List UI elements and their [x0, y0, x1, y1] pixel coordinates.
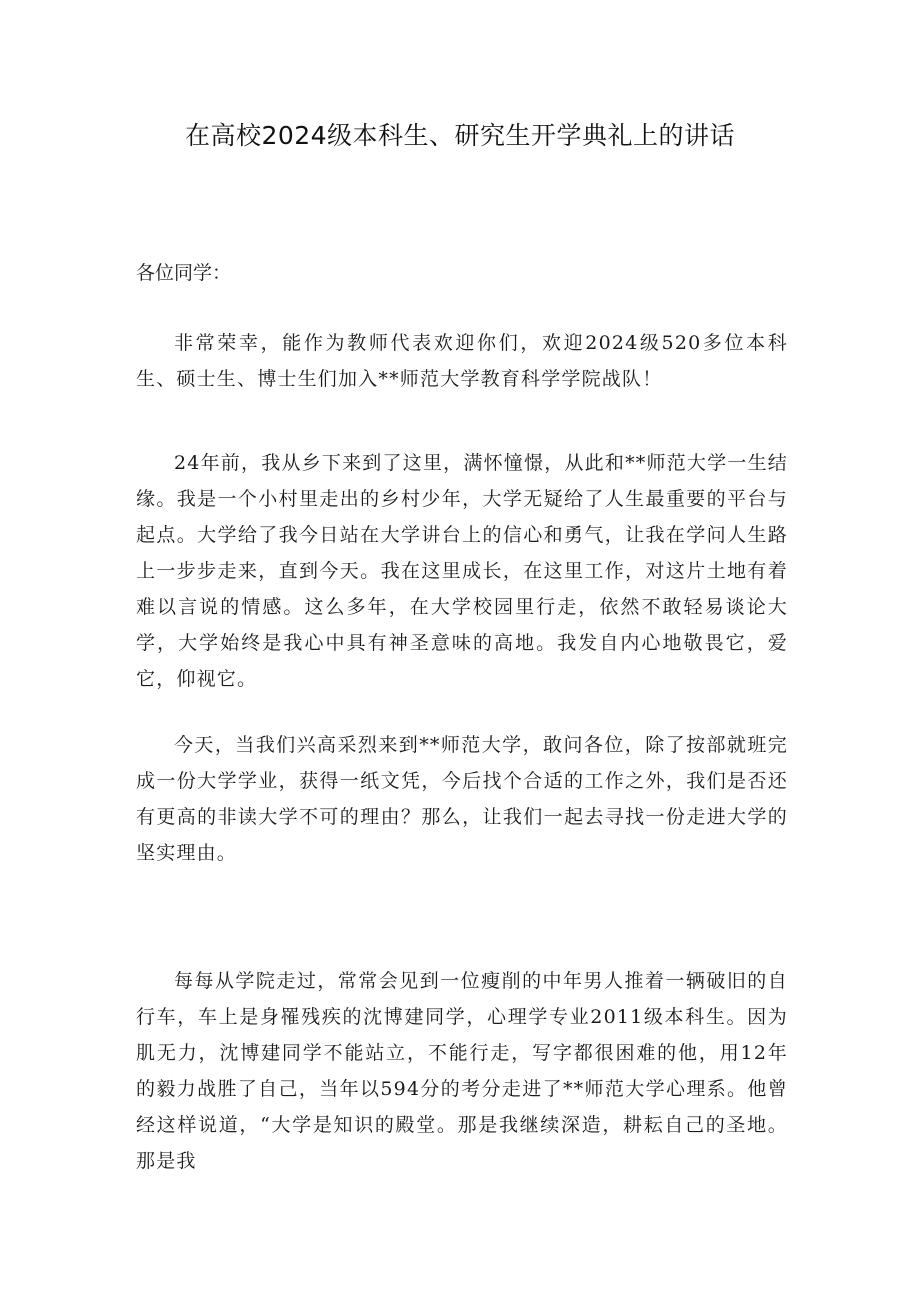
paragraph-student-story: 每每从学院走过，常常会见到一位瘦削的中年男人推着一辆破旧的自行车，车上是身罹残疾的沈博建同学，心理学专业2011级本科生。因为肌无力，沈博建同学不能站立，不能行走，写字都很困难的他，用12年的毅力战胜了自己，当年以594分的考分走进了**师范大学心理系。他曾经这样说道，“大学是知识的殿堂。那是我继续深造，耕耘自己的圣地。那是我 — [136, 970, 788, 1172]
paragraph-personal-history: 24年前，我从乡下来到了这里，满怀憧憬，从此和**师范大学一生结缘。我是一个小村里走出的乡村少年，大学无疑给了人生最重要的平台与起点。大学给了我今日站在大学讲台上的信心和勇气，让我在学问人生路上一步步走来，直到今天。我在这里成长，在这里工作，对这片土地有着难以言说的情感。这么多年，在大学校园里行走，依然不敢轻易谈论大学，大学始终是我心中具有神圣意味的高地。我发自内心地敬畏它，爱它，仰视它。 — [136, 452, 788, 690]
paragraph-welcome: 非常荣幸，能作为教师代表欢迎你们，欢迎2024级520多位本科生、硕士生、博士生们加入**师范大学教育科学学院战队！ — [136, 332, 788, 390]
document-title: 在高校2024级本科生、研究生开学典礼上的讲话 — [184, 121, 736, 150]
salutation: 各位同学： — [136, 262, 232, 284]
paragraph-reason-question: 今天，当我们兴高采烈来到**师范大学，敢问各位，除了按部就班完成一份大学学业，获得一纸文凭，今后找个合适的工作之外，我们是否还有更高的非读大学不可的理由？那么，让我们一起去寻找一份走进大学的坚实理由。 — [136, 734, 788, 864]
